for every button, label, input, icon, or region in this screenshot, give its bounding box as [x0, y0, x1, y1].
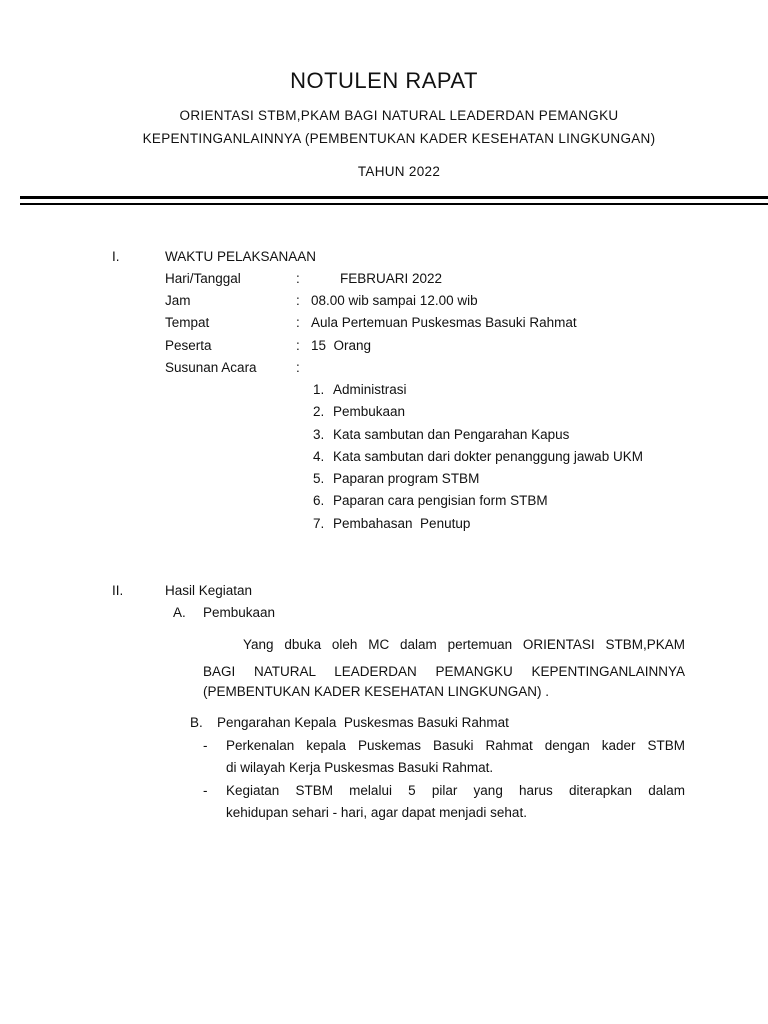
subsection-a-letter: A. — [173, 605, 186, 620]
subtitle-line-2: KEPENTINGANLAINNYA (PEMBENTUKAN KADER KESEHATAN LINGKUNGAN) — [142, 131, 656, 146]
section-2-number: II. — [112, 583, 124, 598]
agenda-text: Pembahasan Penutup — [333, 516, 471, 531]
subtitle-line-1: ORIENTASI STBM,PKAM BAGI NATURAL LEADERDAN PEMANGKU — [179, 108, 619, 123]
subsection-b-title: Pengarahan Kepala Puskesmas Basuki Rahmat — [217, 715, 509, 730]
subsection-a-title: Pembukaan — [203, 605, 276, 620]
agenda-number: 6. — [313, 493, 325, 508]
agenda-number: 4. — [313, 449, 325, 464]
field-label: Jam — [165, 293, 191, 308]
bullet-line: kehidupan sehari - hari, agar dapat menjadi sehat. — [226, 805, 527, 820]
agenda-number: 5. — [313, 471, 325, 486]
paragraph-line: BAGI NATURAL LEADERDAN PEMANGKU KEPENTINGANLAINNYA — [203, 664, 685, 679]
agenda-text: Paparan program STBM — [333, 471, 480, 486]
field-value: FEBRUARI 2022 — [340, 271, 443, 286]
agenda-number: 2. — [313, 404, 325, 419]
bullet-line: Perkenalan kepala Puskemas Basuki Rahmat dengan kader STBM — [226, 738, 685, 753]
agenda-number: 1. — [313, 382, 325, 397]
bullet-line: Kegiatan STBM melalui 5 pilar yang harus diterapkan dalam — [226, 783, 685, 798]
section-1-number: I. — [112, 249, 120, 264]
field-label: Peserta — [165, 338, 212, 353]
agenda-text: Kata sambutan dan Pengarahan Kapus — [333, 427, 570, 442]
paragraph-line: (PEMBENTUKAN KADER KESEHATAN LINGKUNGAN) . — [203, 684, 550, 699]
section-2-heading: Hasil Kegiatan — [165, 583, 253, 598]
agenda-text: Administrasi — [333, 382, 407, 397]
field-value: Aula Pertemuan Puskesmas Basuki Rahmat — [311, 315, 577, 330]
bullet-line: di wilayah Kerja Puskesmas Basuki Rahmat. — [226, 760, 494, 775]
section-1-heading: WAKTU PELAKSANAAN — [165, 249, 317, 264]
field-value: 15 Orang — [311, 338, 372, 353]
field-colon: : — [296, 271, 300, 286]
bullet-dash: - — [203, 783, 208, 798]
document-title: NOTULEN RAPAT — [290, 68, 478, 93]
agenda-text: Pembukaan — [333, 404, 406, 419]
subsection-b-letter: B. — [190, 715, 203, 730]
agenda-number: 7. — [313, 516, 325, 531]
field-value: 08.00 wib sampai 12.00 wib — [311, 293, 478, 308]
field-colon: : — [296, 315, 300, 330]
agenda-text: Kata sambutan dari dokter penanggung jawab UKM — [333, 449, 643, 464]
header-rule-thin — [20, 203, 768, 205]
field-label: Susunan Acara — [165, 360, 257, 375]
field-colon: : — [296, 338, 300, 353]
year-line: TAHUN 2022 — [357, 164, 441, 179]
paragraph-line: Yang dbuka oleh MC dalam pertemuan ORIENTASI STBM,PKAM — [243, 637, 685, 652]
field-label: Tempat — [165, 315, 210, 330]
field-colon: : — [296, 293, 300, 308]
agenda-number: 3. — [313, 427, 325, 442]
agenda-text: Paparan cara pengisian form STBM — [333, 493, 548, 508]
header-rule-thick — [20, 196, 768, 199]
field-colon: : — [296, 360, 300, 375]
bullet-dash: - — [203, 738, 208, 753]
field-label: Hari/Tanggal — [165, 271, 241, 286]
